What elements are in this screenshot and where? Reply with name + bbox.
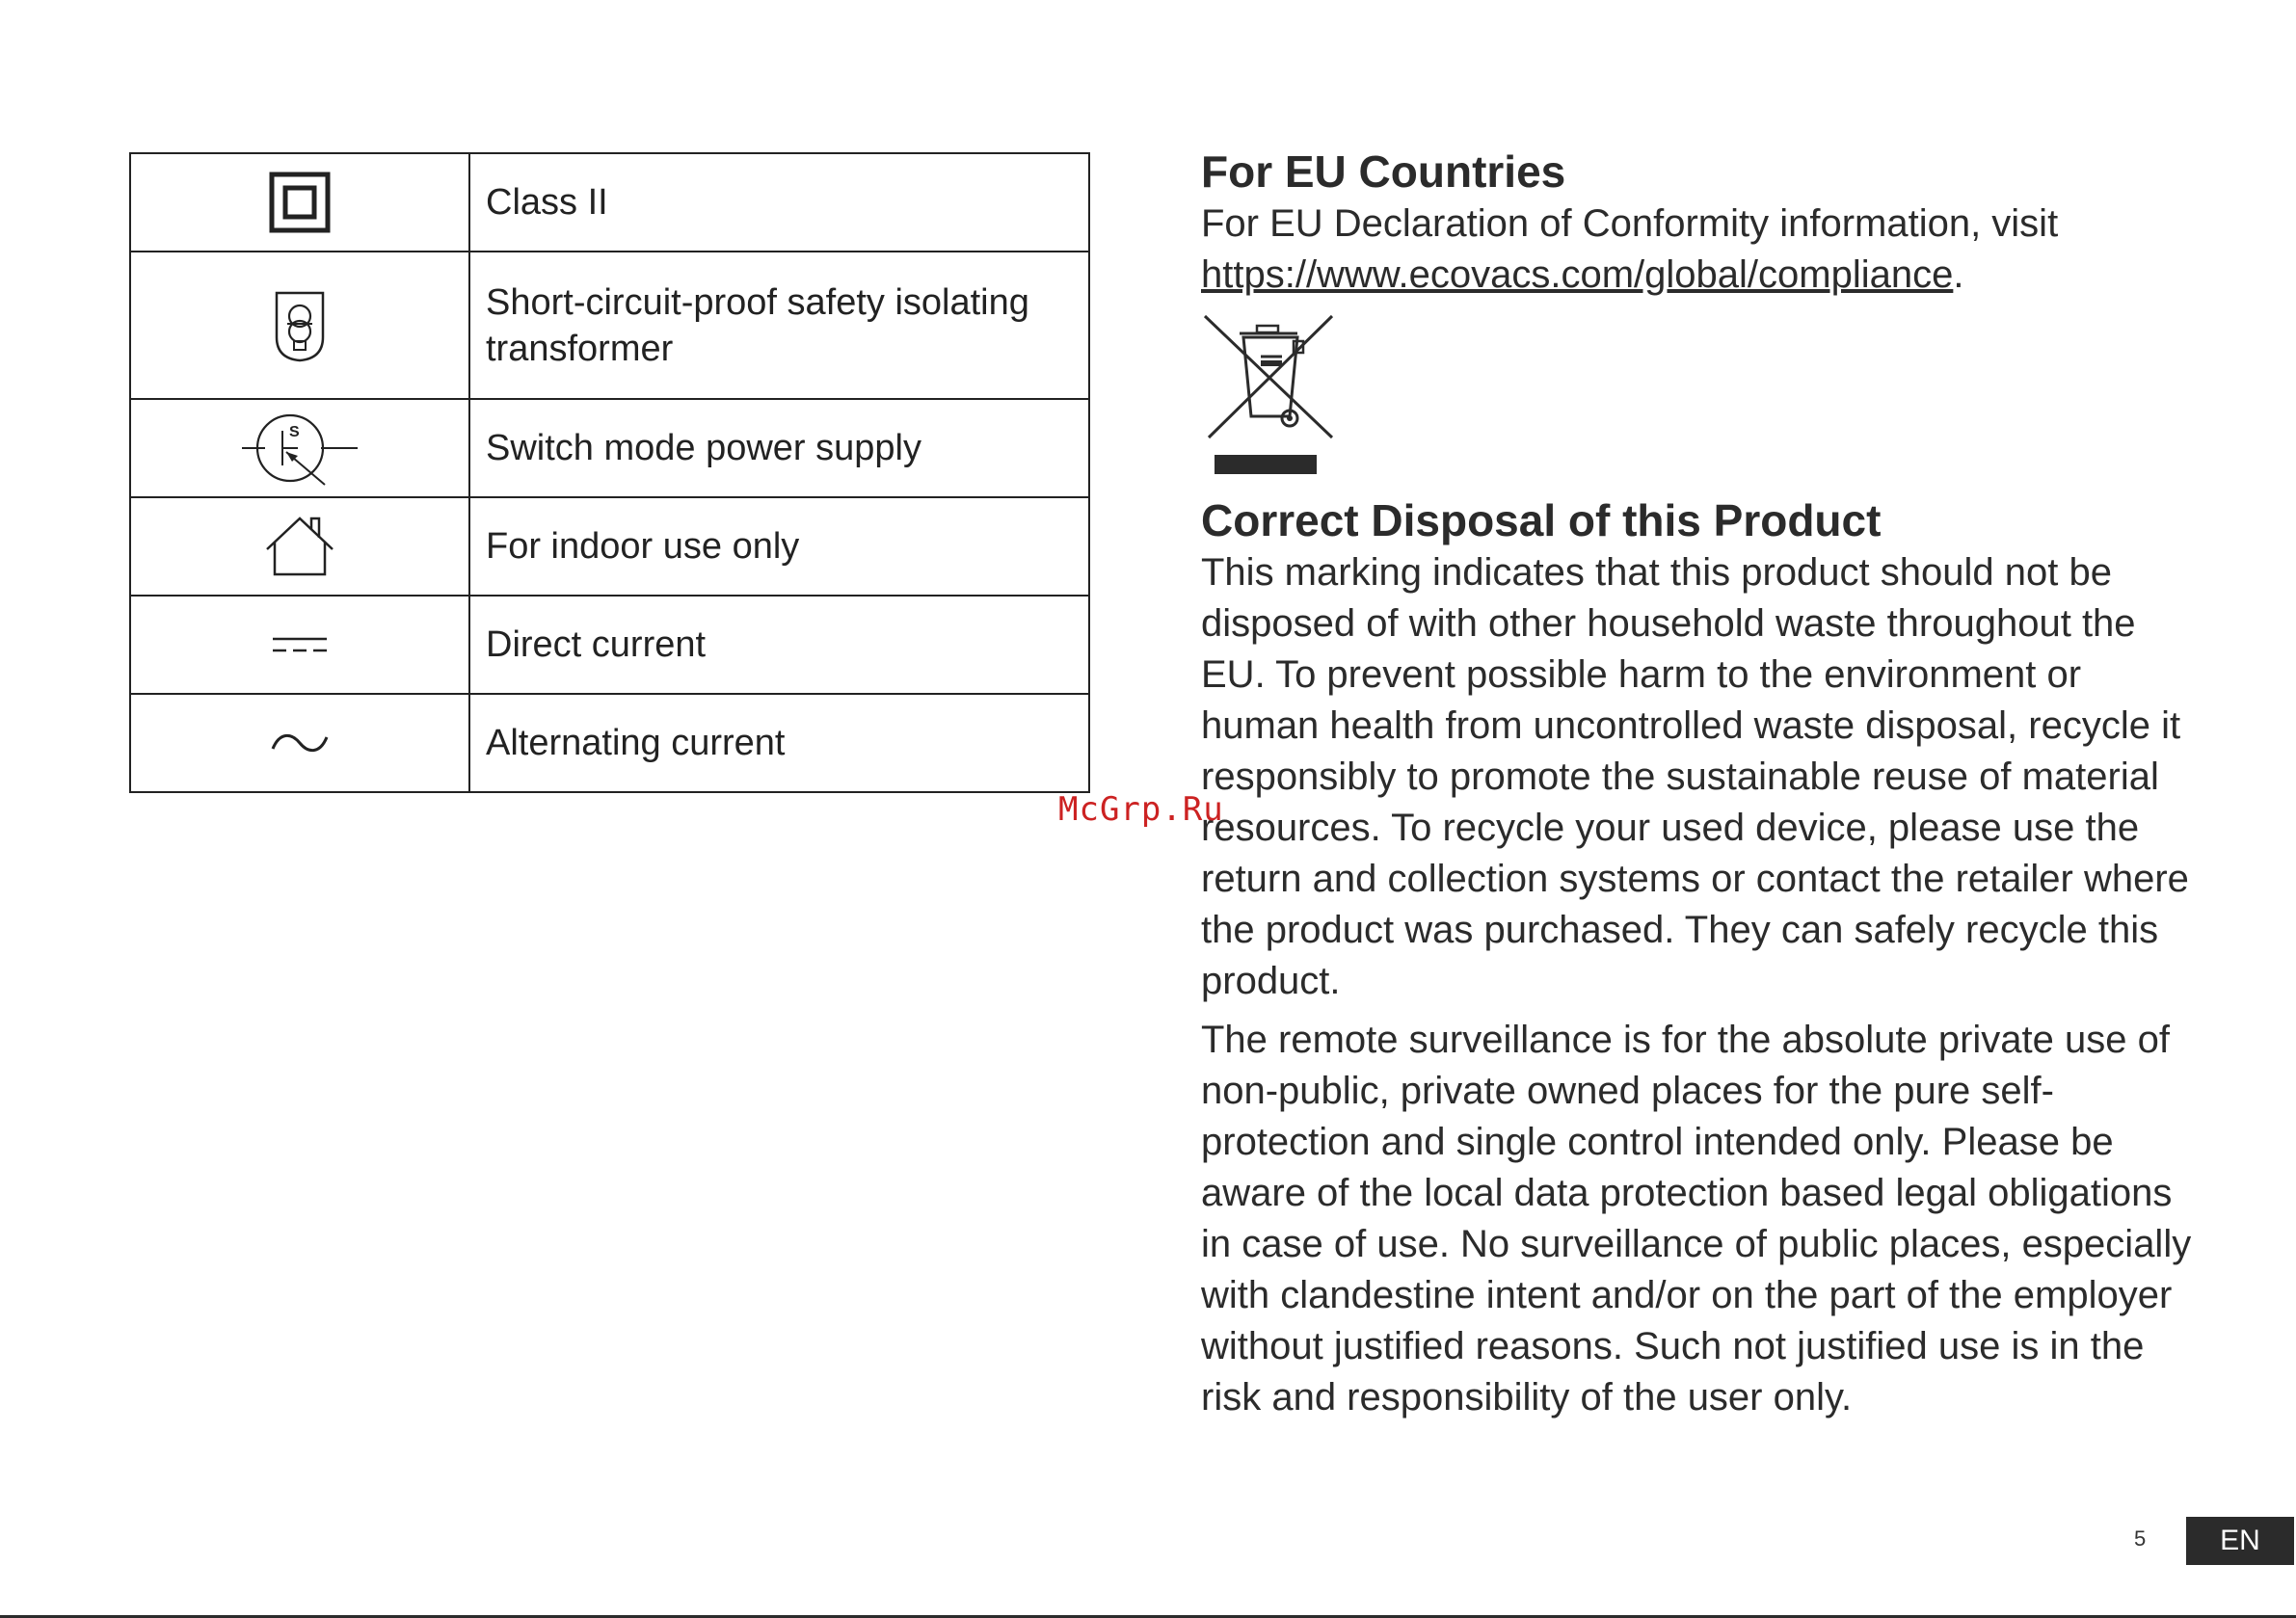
compliance-link[interactable]: https://www.ecovacs.com/global/compliance [1201,253,1954,296]
table-row [130,399,1089,497]
indoor-house-icon [263,515,336,578]
table-row [130,694,1089,792]
switch-mode-power-supply-icon [240,410,360,487]
smps-icon-letter: S [289,424,300,440]
class-ii-icon [269,172,331,233]
page-number: 5 [2134,1526,2147,1551]
table-row [130,497,1089,596]
symbols-table [129,152,1090,793]
icon-cell [130,252,469,399]
surveillance-paragraph: The remote surveillance is for the absolute private use of non-public, private owned places for the pure self-protection and single control intended only. Please be aware of the local data protection based legal obligations in case of use. No surveillance of public places, especially with clandestine intent and/or on the part of the employer without justified reasons. Such not justified use is in the risk and responsibility of the user only. [1201,1019,2192,1419]
icon-cell [130,694,469,792]
symbol-label: For indoor use only [469,497,1089,596]
link-suffix: . [1953,253,1964,296]
icon-cell [130,497,469,596]
table-row [130,596,1089,694]
direct-current-icon [271,633,329,656]
table-row [130,153,1089,252]
symbol-label: Switch mode power supply [469,399,1089,497]
eu-countries-heading: For EU Countries [1201,146,1566,197]
right-column [1201,145,2203,1423]
disposal-paragraph: This marking indicates that this product should not be disposed of with other household waste throughout the EU. To prevent possible harm to the environment or human health from uncontrolled waste disposal, recycle it responsibly to promote the sustainable reuse of material resources. To recycle your used device, please use the return and collection systems or contact the retailer where the product was purchased. They can safely recycle this product. [1201,551,2189,1002]
language-badge: EN [2186,1517,2294,1565]
icon-cell [130,153,469,252]
symbol-label: Direct current [469,596,1089,694]
symbol-label: Alternating current [469,694,1089,792]
weee-symbol [1201,312,2203,476]
icon-cell [130,596,469,694]
watermark: McGrp.Ru [1058,790,1224,829]
table-row [130,252,1089,399]
eu-declaration-text [1201,199,2203,301]
icon-cell [130,399,469,497]
safety-isolating-transformer-icon [271,287,329,364]
alternating-current-icon [270,729,330,757]
disposal-heading: Correct Disposal of this Product [1201,495,1882,545]
symbol-label: Class II [469,153,1089,252]
symbol-label: Short-circuit-proof safety isolating transformer [469,252,1089,399]
crossed-out-wheeled-bin-icon [1201,312,1336,476]
eu-declaration-intro: For EU Declaration of Conformity information, visit [1201,202,2059,245]
